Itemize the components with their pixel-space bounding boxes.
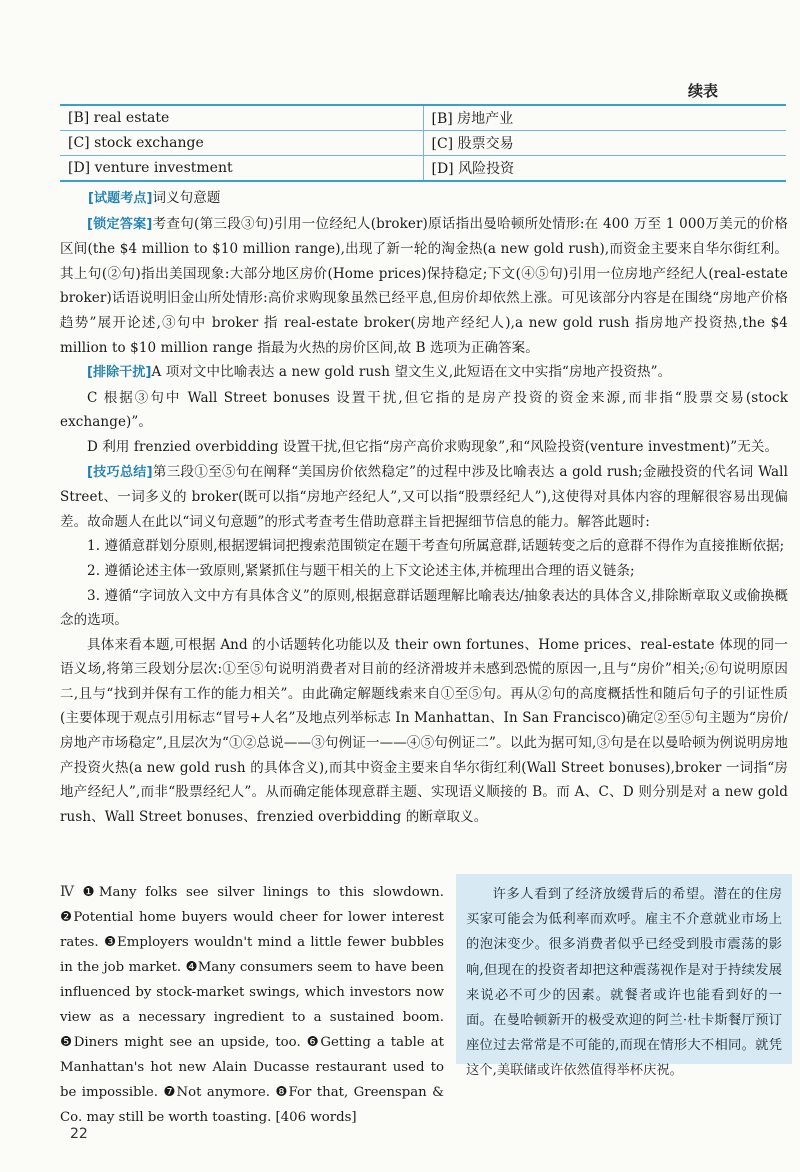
paichu-a-text: A 项对文中比喻表达 a new gold rush 望文生义,此短语在文中实指“房地产投资热”。 xyxy=(151,364,672,381)
english-passage xyxy=(60,880,444,1130)
kaodian-text: 词义句意题 xyxy=(152,190,221,206)
option-zh: [D] 风险投资 xyxy=(423,156,786,182)
option-en: [C] stock exchange xyxy=(60,131,423,156)
paragraph-number: Ⅳ xyxy=(60,884,79,900)
jiqiao-text: 第三段①至⑤句在阐释“美国房价依然稳定”的过程中涉及比喻表达 a gold rush;金融投资的代名词 Wall Street、一词多义的 broker(既可以指“房地产经纪人”,又可以指“股票经纪人”),这使得对具体内容的理解很容易出现偏差。故命题人在此以“词义句意题”的形式考查考生借助意群主旨把握细节信息的能力。解答此题时: xyxy=(60,463,788,530)
daan-tag: [锁定答案] xyxy=(87,216,153,232)
option-zh: [C] 股票交易 xyxy=(423,131,786,156)
step-3: 3. 遵循“字词放入文中方有具体含义”的原则,根据意群话题理解比喻表达/抽象表达的具体含义,排除断章取义或偷换概念的选项。 xyxy=(60,587,788,629)
table-row xyxy=(60,131,786,156)
step-2: 2. 遵循论述主体一致原则,紧紧抓住与题干相关的上下文论述主体,并梳理出合理的语义链条; xyxy=(87,562,635,579)
options-table xyxy=(60,104,786,182)
paichu-paragraph xyxy=(60,360,788,386)
option-en: [D] venture investment xyxy=(60,156,423,182)
daan-paragraph xyxy=(60,212,788,361)
paichu-c-paragraph: C 根据③句中 Wall Street bonuses 设置干扰,但它指的是房产投资的资金来源,而非指“股票交易(stock exchange)”。 xyxy=(60,389,788,431)
option-en: [B] real estate xyxy=(60,105,423,131)
jiqiao-tag: [技巧总结] xyxy=(87,464,153,480)
paichu-tag: [排除干扰] xyxy=(87,365,152,381)
option-zh: [B] 房地产业 xyxy=(431,111,514,127)
answer-analysis xyxy=(60,186,788,829)
page-number: 22 xyxy=(70,1126,88,1142)
final-analysis: 具体来看本题,可根据 And 的小话题转化功能以及 their own fortunes、Home prices、real-estate 体现的同一语义场,将第三段划分层次:①至⑤句说明消费者对目前的经济滑坡并未感到恐慌的原因一,且与“房价”相关;⑥句说明原因二,且与“找到并保有工作的能力相关”。由此确定解题线索来自①至⑤句。再从②句的高度概括性和随后句子的引证性质(主要体现于观点引用标志“冒号+人名”及地点列举标志 In Manhattan、In San Francisco)确定②至⑤句主题为“房价/房地产市场稳定”,且层次为“①②总说——③句例证一——④⑤句例证二”。以此为据可知,③句是在以曼哈顿为例说明房地产投资火热(a new gold rush 的具体含义),而其中资金主要来自华尔街红利(Wall Street bonuses),broker 一词指“房地产经纪人”,而非“股票经纪人”。从而确定能体现意群主题、实现语义顺接的 B。而 A、C、D 则分别是对 a new gold rush、Wall Street bonuses、frenzied overbidding 的断章取义。 xyxy=(60,636,788,825)
continued-table-label: 续表 xyxy=(688,82,719,100)
passage-text: ❶Many folks see silver linings to this slowdown. ❷Potential home buyers would cheer for lower interest rates. ❸Employers wouldn't mind a little fewer bubbles in the job market. ❹Many consumers seem to have been influenced by stock-market swings, which investors now view as a necessary ingredient to a sustained boom. ❺Diners might see an upside, too. ❻Getting a table at Manhattan's hot new Alain Ducasse restaurant used to be impossible. ❼Not anymore. ❽For that, Greenspan & Co. may still be worth toasting. [406 words] xyxy=(60,885,444,1125)
chinese-translation-box xyxy=(456,874,792,1079)
paichu-d-paragraph: D 利用 frenzied overbidding 设置干扰,但它指“房产高价求购现象”,和“风险投资(venture investment)”无关。 xyxy=(87,438,779,455)
translation-text: 许多人看到了经济放缓背后的希望。潜在的住房买家可能会为低利率而欢呼。雇主不介意就业市场上的泡沫变少。很多消费者似乎已经受到股市震荡的影响,但现在的投资者却把这种震荡视作是对于持续发展来说必不可少的因素。就餐者或许也能看到好的一面。在曼哈顿新开的极受欢迎的阿兰·杜卡斯餐厅预订座位过去常常是不可能的,而现在情形大不相同。就凭这个,美联储或许依然值得举杯庆祝。 xyxy=(466,887,782,1079)
kaodian-paragraph xyxy=(60,186,788,212)
table-row xyxy=(60,105,786,131)
kaodian-tag: [试题考点] xyxy=(88,191,153,206)
jiqiao-paragraph xyxy=(60,460,788,535)
daan-text: 考查句(第三段③句)引用一位经纪人(broker)原话指出曼哈顿所处情形:在 400 万至 1 000万美元的价格区间(the $4 million to $10 million range),出现了新一轮的淘金热(a new gold rush),而资金主要来自华尔街红利。其上句(②句)指出美国现象:大部分地区房价(Home prices)保持稳定;下文(④⑤句)引用一位房地产经纪人(real-estate broker)话语说明旧金山所处情形:高价求购现象虽然已经平息,但房价却依然上涨。可见该部分内容是在围绕“房地产价格趋势”展开论述,③句中 broker 指 real-estate broker(房地产经纪人),a new gold rush 指房地产投资热,the $4 million to $10 million range 指最为火热的房价区间,故 B 选项为正确答案。 xyxy=(60,215,789,356)
table-row xyxy=(60,156,786,182)
step-1: 1. 遵循意群划分原则,根据逻辑词把搜索范围锁定在题干考查句所属意群,话题转变之后的意群不得作为直接推断依据; xyxy=(87,538,785,555)
